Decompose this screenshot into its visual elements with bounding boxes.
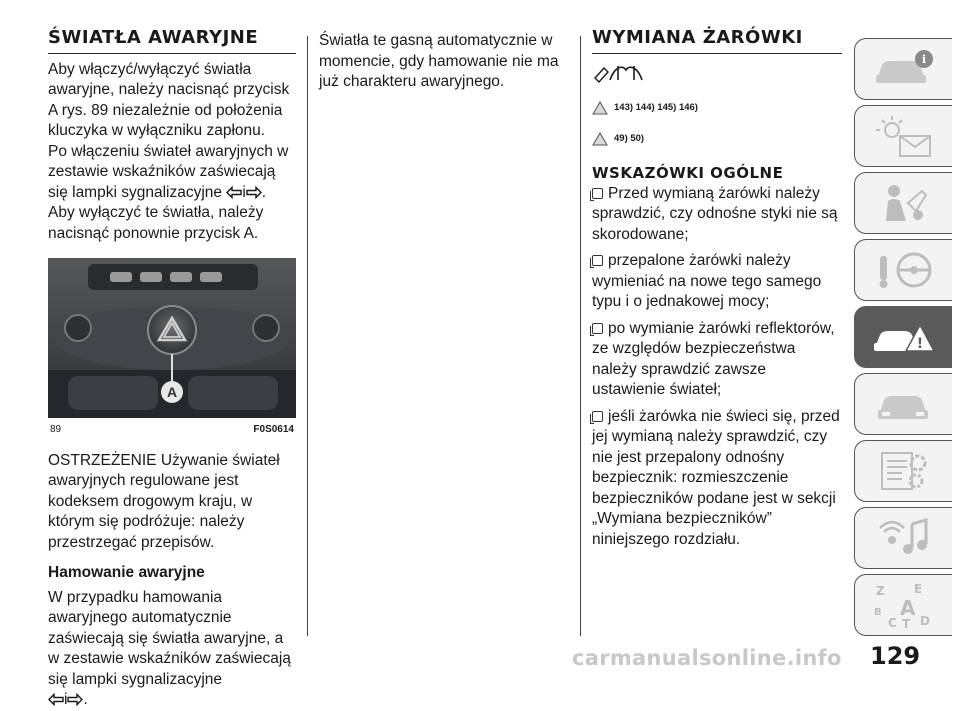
column-1 [48, 28, 296, 711]
paragraph-emergency-braking-icons: i . [48, 690, 296, 711]
watermark-site: carmanualsonline.info [572, 646, 842, 670]
column-2 [319, 31, 569, 93]
checkbox-bullet-icon [592, 323, 603, 334]
tab-warning-lights[interactable] [854, 105, 952, 167]
subheading-general-notes: WSKAZÓWKI OGÓLNE [592, 164, 784, 182]
bullet-list [592, 184, 842, 551]
caution-triangle-icon [592, 132, 608, 146]
tab-index[interactable] [854, 574, 952, 636]
list-item: przepalone żarówki należy wymieniać na nowe tego samego typu i o jednakowej mocy; [592, 252, 822, 310]
turn-right-icon [67, 693, 83, 706]
svg-text:!: ! [916, 336, 923, 352]
paragraph-activation: Aby włączyć/wyłączyć światła awaryjne, należy nacisnąć przycisk A rys. 89 niezależnie od położenia kluczyka w wyłączniku zapłonu. [48, 60, 290, 139]
warning-triangle-icon [592, 101, 608, 115]
figure-hazard-button-photo [48, 258, 296, 418]
index-letter: B [873, 607, 882, 618]
reference-notes-1: 143) 144) 145) 146) [592, 98, 842, 119]
warning-lights-icon [872, 114, 936, 158]
tab-maintenance[interactable] [854, 373, 952, 435]
list-item: po wymianie żarówki reflektorów, ze względów bezpieczeństwa należy sprawdzić zawsze ustawienie świateł; [592, 319, 835, 398]
tab-emergency[interactable] [854, 306, 952, 368]
starting-driving-icon [872, 248, 936, 292]
turn-left-icon [226, 186, 242, 199]
paragraph-deactivation: Aby wyłączyć te światła, należy nacisnąć ponownie przycisk A. [48, 204, 264, 242]
emergency-icon [872, 315, 936, 359]
column-3 [592, 28, 842, 550]
page-number: 129 [870, 642, 921, 670]
turn-left-icon [48, 693, 64, 706]
tab-starting-driving[interactable] [854, 239, 952, 301]
list-item: jeśli żarówka nie świeci się, przed jej wymianą należy sprawdzić, czy nie jest przepalony odnośny bezpiecznik: rozmieszczenie bezpieczników podane jest w sekcji „Wymiana bezpieczników” niniejszego rozdziału. [592, 407, 840, 548]
index-icon [872, 581, 936, 629]
dashboard-photo [48, 258, 296, 418]
paragraph-indicators: Po włączeniu świateł awaryjnych w zestawie wskaźników zaświecają się lampki sygnalizacyjne i . [48, 142, 289, 201]
index-letter: E [913, 582, 922, 596]
figure-code: F0S0614 [253, 424, 294, 435]
tab-car-info[interactable] [854, 38, 952, 100]
checkbox-bullet-icon [592, 255, 603, 266]
figure-number: 89 [50, 424, 62, 435]
section-heading-bulb-replacement: WYMIANA ŻARÓWKI [592, 28, 842, 54]
index-letter: C [887, 616, 897, 630]
chapter-tabs [854, 38, 952, 641]
column-divider [307, 36, 308, 636]
reference-notes-2: 49) 50) [592, 129, 842, 150]
index-letter: A [899, 596, 915, 620]
column-divider [580, 36, 581, 636]
checkbox-bullet-icon [592, 188, 603, 199]
maintenance-icon [872, 382, 936, 426]
paragraph-emergency-braking: W przypadku hamowania awaryjnego automatycznie zaświecają się światła awaryjne, a w zestawie wskaźników zaświecają się lampki sygnalizacyjne [48, 588, 291, 688]
bulb-symbol-icon [592, 60, 842, 93]
svg-text:i: i [921, 53, 926, 66]
turn-right-icon [246, 186, 262, 199]
checkbox-bullet-icon [592, 411, 603, 422]
index-letter: Z [875, 584, 885, 598]
subheading-emergency-braking: Hamowanie awaryjne [48, 564, 205, 581]
tab-multimedia[interactable] [854, 507, 952, 569]
technical-data-icon [872, 449, 936, 493]
index-letter: D [919, 614, 930, 628]
paragraph-warning: OSTRZEŻENIE Używanie świateł awaryjnych regulowane jest kodeksem drogowym kraju, w którym się podróżuje: należy przestrzegać przepisów. [48, 451, 280, 551]
multimedia-icon [872, 516, 936, 560]
tab-safety[interactable] [854, 172, 952, 234]
tab-technical-data[interactable] [854, 440, 952, 502]
car-info-icon [872, 47, 936, 91]
paragraph-auto-off: Światła te gasną automatycznie w momencie, gdy hamowanie nie ma już charakteru awaryjnego. [319, 32, 559, 90]
section-heading-hazard-lights: ŚWIATŁA AWARYJNE [48, 28, 296, 54]
index-letter: T [901, 617, 910, 631]
figure-callout-a: A [166, 384, 178, 400]
figure-caption [48, 420, 296, 441]
safety-icon [872, 181, 936, 225]
list-item: Przed wymianą żarówki należy sprawdzić, czy odnośne styki nie są skorodowane; [592, 184, 838, 243]
